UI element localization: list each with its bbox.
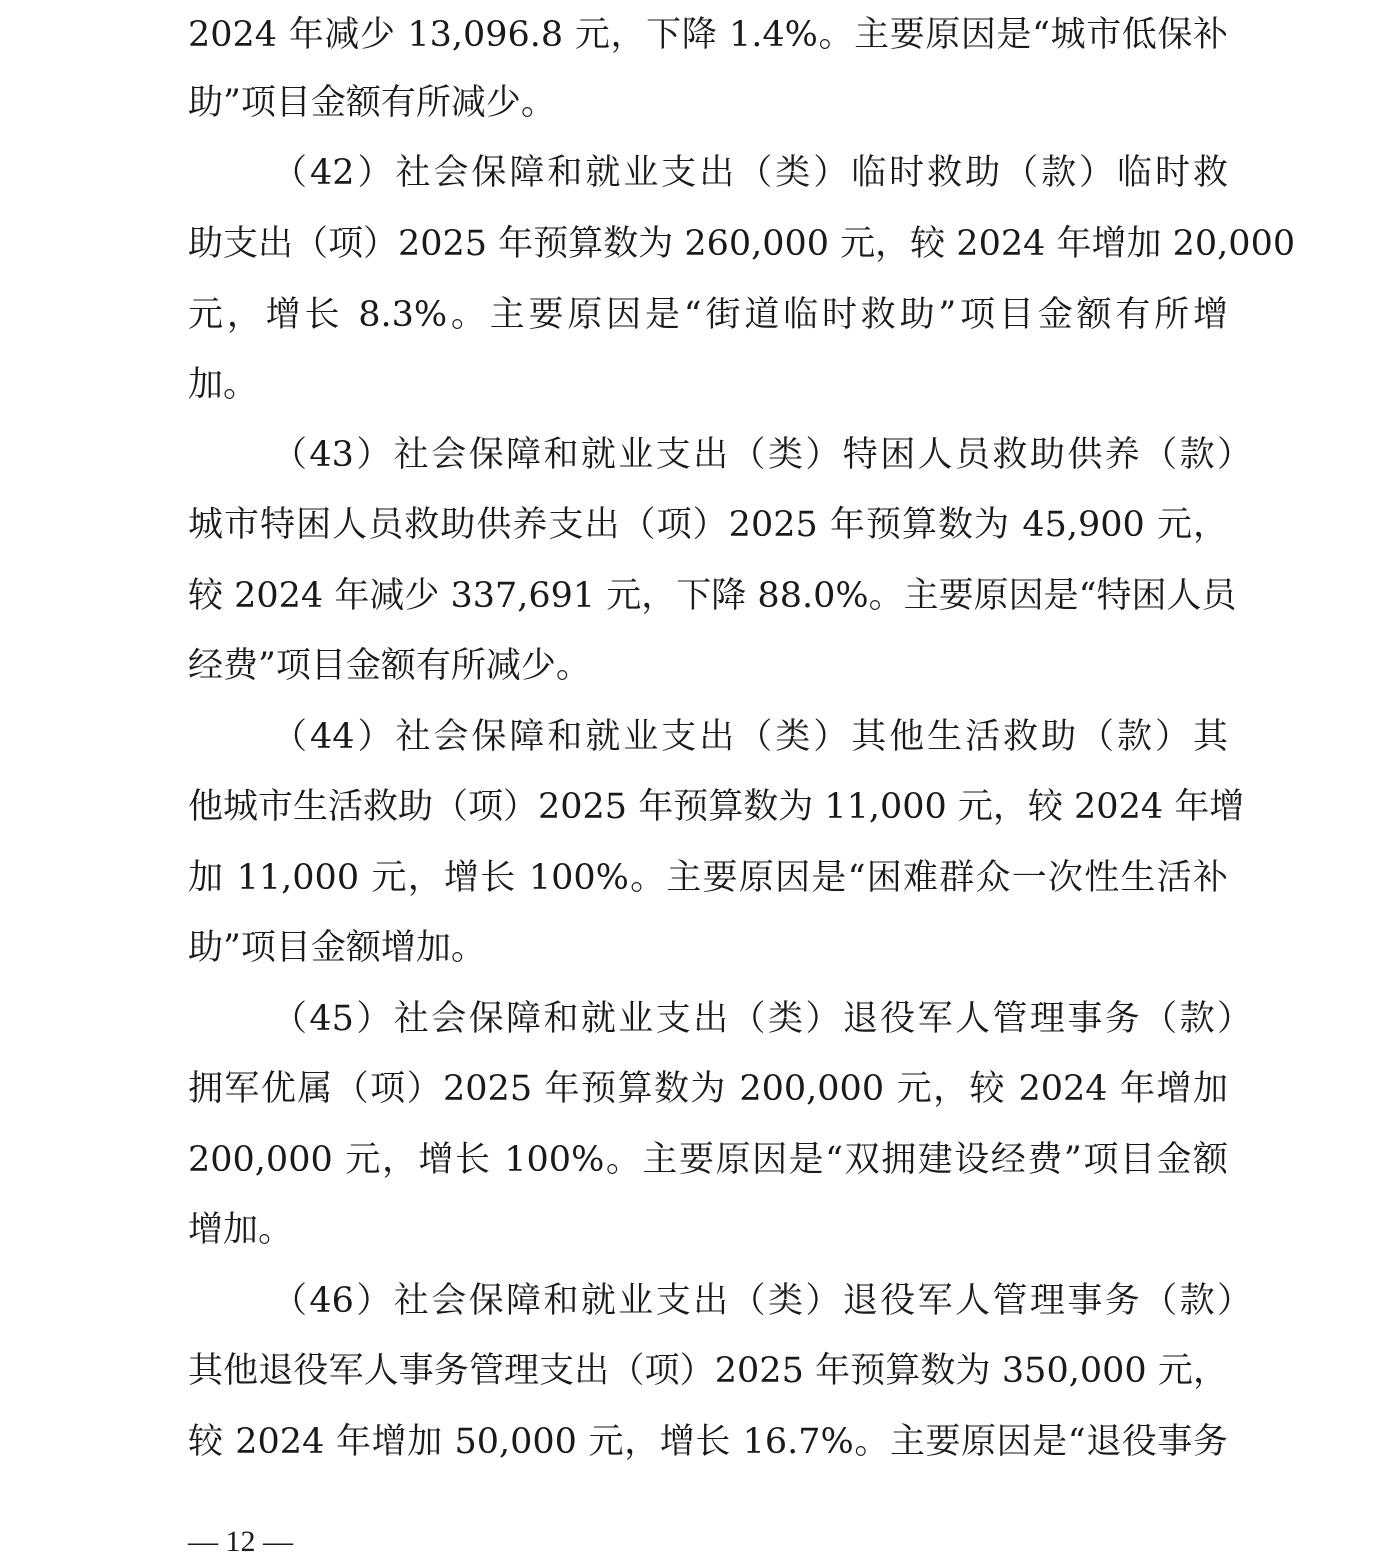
text-line: 城市特困人员救助供养支出（项）2025 年预算数为 45,900 元， xyxy=(188,505,1228,545)
text-line: 增加。 xyxy=(188,1210,294,1250)
text-line: 较 2024 年减少 337,691 元，下降 88.0%。主要原因是“特困人员 xyxy=(188,576,1237,616)
paragraph-45-heading: （45）社会保障和就业支出（类）退役军人管理事务（款） xyxy=(272,999,1252,1039)
text-line: 200,000 元，增长 100%。主要原因是“双拥建设经费”项目金额 xyxy=(188,1140,1228,1180)
text-line: 较 2024 年增加 50,000 元，增长 16.7%。主要原因是“退役事务 xyxy=(188,1422,1228,1462)
text-line: 助支出（项）2025 年预算数为 260,000 元，较 2024 年增加 20,000 xyxy=(188,224,1296,264)
text-line: 经费”项目金额有所减少。 xyxy=(188,646,591,686)
paragraph-43-heading: （43）社会保障和就业支出（类）特困人员救助供养（款） xyxy=(272,435,1252,475)
text-line: 其他退役军人事务管理支出（项）2025 年预算数为 350,000 元， xyxy=(188,1351,1228,1391)
text-line: 加。 xyxy=(188,365,259,405)
text-line: 助”项目金额有所减少。 xyxy=(188,83,556,123)
page-number: — 12 — xyxy=(188,1525,293,1558)
paragraph-46-heading: （46）社会保障和就业支出（类）退役军人管理事务（款） xyxy=(272,1281,1252,1321)
text-line: 元，增长 8.3%。主要原因是“街道临时救助”项目金额有所增 xyxy=(188,295,1228,335)
text-line: 2024 年减少 13,096.8 元，下降 1.4%。主要原因是“城市低保补 xyxy=(188,15,1228,55)
text-line: 拥军优属（项）2025 年预算数为 200,000 元，较 2024 年增加 xyxy=(188,1069,1228,1109)
text-line: 助”项目金额增加。 xyxy=(188,928,486,968)
paragraph-44-heading: （44）社会保障和就业支出（类）其他生活救助（款）其 xyxy=(272,717,1228,757)
text-line: 他城市生活救助（项）2025 年预算数为 11,000 元，较 2024 年增 xyxy=(188,787,1245,827)
text-line: 加 11,000 元，增长 100%。主要原因是“困难群众一次性生活补 xyxy=(188,858,1228,898)
paragraph-42-heading: （42）社会保障和就业支出（类）临时救助（款）临时救 xyxy=(272,153,1228,193)
